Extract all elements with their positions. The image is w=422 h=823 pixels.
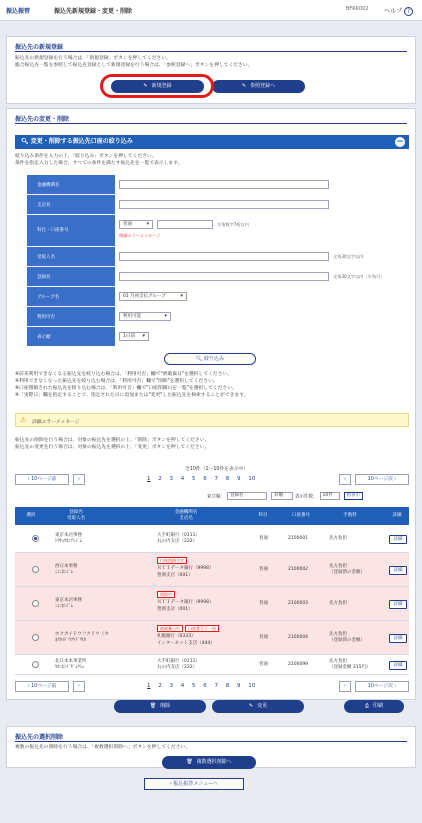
detail-error-box <box>15 413 409 427</box>
row-fee-note: （登録金額 315円） <box>329 665 371 670</box>
change-label: 変更 <box>257 703 268 709</box>
col-select: 選択 <box>26 513 36 518</box>
filter-button[interactable] <box>164 353 256 365</box>
row-type: 普通 <box>259 567 268 572</box>
bulk-text: 複数の振込先の削除を行う場合は、「複数選択削除へ」ボタンを押してください。 <box>15 745 191 750</box>
page-title: 振込先新規登録・変更・削除 <box>54 8 133 15</box>
page-numbers <box>147 476 255 482</box>
trash-icon: 🗑︎ <box>186 759 193 765</box>
delete-button[interactable] <box>114 700 206 713</box>
row-tag: 口座番号不一致 <box>185 625 219 632</box>
new-reg-text-2: 総合振込先一覧を参照して振込先登録として新規登録を行う場合は、「参照登録へ」ボタンを押してください。 <box>15 63 253 68</box>
row-fee: 先方負担 <box>329 659 347 664</box>
page-2[interactable]: 2 <box>158 683 162 689</box>
payee-input[interactable] <box>119 252 329 261</box>
filter-note-3: ※口座閉鎖された振込先を絞り込む場合は、「利用可否」欄で"口座閉鎖日を一覧"を選択してください。 <box>15 386 237 391</box>
printer-icon: ⎙ <box>364 703 369 709</box>
next10-button[interactable]: 10ページ次 › <box>355 681 409 692</box>
filter-bar-title: 変更・削除する振込先口座の絞り込み <box>30 138 133 145</box>
sort-label: 並び順： <box>207 494 225 500</box>
row-acct: 2100002 <box>288 567 309 572</box>
order-select[interactable]: 1日前 ▾ <box>119 332 149 341</box>
prev10-label: 10ページ前 <box>31 684 57 689</box>
prev-button[interactable]: ‹ <box>73 681 85 692</box>
section-title-change: 振込先の変更・削除 <box>15 116 70 123</box>
row-type: 普通 <box>259 635 268 640</box>
page-6[interactable]: 6 <box>203 683 207 689</box>
row-fee: 先方負担 <box>329 601 347 606</box>
list-text-1: 振込先の削除を行う場合は、対象の振込先を選択の上、「削除」ボタンを押してください。 <box>15 438 210 443</box>
divider <box>15 123 407 124</box>
row-bank: 札幌銀行（0333） <box>157 634 196 639</box>
new-reg-text-1: 振込先の新規登録を行う場合は、「新規登録」ボタンを押してください。 <box>15 56 171 61</box>
regname-input[interactable] <box>119 272 329 281</box>
row-reg: 西日本事務 <box>55 564 78 569</box>
row-tag: 被破棄日中 <box>157 625 183 632</box>
row-payee: ﾎｸｶｲﾄﾞｳﾌｸﾄﾞｳ(ｶ <box>55 638 87 643</box>
print-button[interactable] <box>344 700 404 713</box>
sort-dir-select[interactable]: 昇順 <box>271 492 293 500</box>
filter-row-payee <box>27 247 397 267</box>
filter-note-4: ※「実際日」欄を指定することで、指定された日に追加または"変更"した振込先を検索することができます。 <box>15 393 249 398</box>
next10-label: 10ページ次 <box>367 684 393 689</box>
page-1[interactable]: 1 <box>147 683 151 689</box>
filter-row-usable <box>27 307 397 327</box>
row-branch: 丸の内支店（222） <box>157 539 198 544</box>
row-bank: 大手町銀行（0111） <box>157 659 200 664</box>
pencil-icon: ✎ <box>248 703 254 709</box>
prev10-label: 10ページ前 <box>31 477 57 482</box>
row-detail-button[interactable]: 詳細 <box>389 600 407 609</box>
pencil-icon: ✎ <box>143 83 148 89</box>
row-branch: 豊洲支店（001） <box>157 607 193 612</box>
row-branch: インターネット支店（444） <box>157 641 215 646</box>
table-header <box>15 507 409 525</box>
page-3[interactable]: 3 <box>169 683 173 689</box>
page-3[interactable]: 3 <box>169 476 173 482</box>
label-group: グループ名 <box>27 287 115 306</box>
row-payee: ﾄｳｷｮｳﾎﾝﾃﾝｼﾞﾑ <box>55 539 82 544</box>
row-reg: 北日本本事業所 <box>55 659 87 664</box>
label-order: 表示順 <box>27 327 115 346</box>
sort-select[interactable]: 登録名 <box>227 492 267 500</box>
sort-controls <box>207 492 365 500</box>
account-number-input[interactable] <box>157 220 213 229</box>
row-fee: 先方負担 <box>329 536 347 541</box>
row-reg: 東京本店事務 <box>55 533 82 538</box>
row-payee: ｷﾀﾆﾎﾝｼﾞｷﾞｮｳｼｮ <box>55 665 85 670</box>
row-bank: ＮＴＴデータ銀行（9998） <box>157 566 214 571</box>
page-7[interactable]: 7 <box>214 683 218 689</box>
table-row[interactable] <box>15 525 409 553</box>
pencil-icon: ✎ <box>241 83 247 89</box>
table-row[interactable] <box>15 655 409 675</box>
help-link[interactable] <box>384 6 413 16</box>
filter-button-label: 絞り込み <box>203 356 224 362</box>
row-payee: ﾆｼﾆﾎﾝｼﾞﾑ <box>55 570 73 575</box>
detail-error-text: 詳細エラーメッセージ <box>32 420 80 425</box>
section-title-new: 振込先の新規登録 <box>15 44 64 51</box>
filter-text-1: 絞り込み条件を入力の上、「絞り込み」ボタンを押してください。 <box>15 154 157 159</box>
search-icon: 🔍︎ <box>21 138 31 145</box>
per-page-label: 表示件数： <box>295 494 318 500</box>
page-4[interactable]: 4 <box>180 683 185 689</box>
row-acct: 2100004 <box>288 635 309 640</box>
warning-icon: ⚠ <box>20 416 27 424</box>
row-fee-note: （登録済の金額） <box>329 570 365 575</box>
next10-label: 10ページ次 <box>367 477 393 482</box>
row-tag: 口座閉鎖予定 <box>157 557 187 564</box>
bulk-delete-label: 複数選択削除へ <box>196 759 232 765</box>
next10-button[interactable]: 10ページ次 › <box>355 474 409 485</box>
label-payee: 受取人名 <box>27 247 115 266</box>
prev-button[interactable]: ‹ <box>73 474 85 485</box>
filter-row-group <box>27 287 397 307</box>
page-10[interactable]: 10 <box>248 683 256 689</box>
help-label: ヘルプ <box>384 8 403 15</box>
reference-register-label: 参照登録へ <box>250 83 276 89</box>
back-to-menu-button[interactable]: ‹ 振込振替メニューへ <box>144 778 244 790</box>
filter-text-2: 条件を指定入力した場合、すべての条件を満たす振込先を一覧で表示します。 <box>15 161 183 166</box>
back-to-menu-label: 振込振替メニューへ <box>173 781 219 787</box>
usable-select[interactable]: 利用可能 ▾ <box>119 312 171 321</box>
row-radio[interactable] <box>32 566 39 573</box>
filter-row-account <box>27 215 397 247</box>
next-button[interactable]: › <box>339 681 351 692</box>
filter-row-branch <box>27 195 397 215</box>
row-detail-button[interactable]: 詳細 <box>389 535 407 544</box>
row-radio[interactable] <box>32 535 39 542</box>
list-text-2: 振込先の変更を行う場合は、対象の振込先を選択の上、「変更」ボタンを押してください。 <box>15 445 210 450</box>
row-radio[interactable] <box>32 600 39 607</box>
row-radio[interactable] <box>32 661 39 668</box>
prev10-button[interactable]: ‹ 10ページ前 <box>15 474 69 485</box>
col-type: 科目 <box>258 513 268 518</box>
page-10[interactable]: 10 <box>248 476 256 482</box>
row-reg: ホクカイドウフクドウ（カ <box>55 632 109 637</box>
account-type-select[interactable]: 普通 ▾ <box>119 220 153 229</box>
filter-bar[interactable] <box>15 135 409 149</box>
filter-note-2: ※利用できなくなった振込先を絞り込む場合は、「利用可否」欄で"削除"を選択してください。 <box>15 379 218 384</box>
filter-note-1: ※前来利用できなくなる振込先を絞り込む場合は、「利用可否」欄で"被破棄日"を選択してください。 <box>15 372 233 377</box>
row-acct: 2100001 <box>288 536 309 541</box>
change-button[interactable] <box>212 700 304 713</box>
col-fee: 手数料 <box>343 513 357 518</box>
pager-top <box>15 474 409 485</box>
page-1[interactable]: 1 <box>147 476 151 482</box>
page-8[interactable]: 8 <box>225 683 230 689</box>
filter-row-regname <box>27 267 397 287</box>
per-page-select[interactable]: 10件 <box>320 492 340 500</box>
col-acct: 口座番号 <box>292 513 310 518</box>
result-count: 全10件（1～10件を表示中） <box>185 467 249 472</box>
divider <box>15 51 407 52</box>
reference-register-button[interactable] <box>212 80 305 93</box>
row-tags <box>157 557 189 565</box>
group-select[interactable]: 01 月初支払グループ ▾ <box>119 292 187 301</box>
page-4[interactable]: 4 <box>180 476 185 482</box>
row-reg: 東京本店事務 <box>55 598 82 603</box>
table-row[interactable] <box>15 553 409 587</box>
next-button[interactable]: › <box>339 474 351 485</box>
row-tags <box>157 591 177 599</box>
trash-icon: 🗑︎ <box>149 703 157 709</box>
filter-row-order <box>27 327 397 347</box>
row-fee: 先方負担 <box>329 632 347 637</box>
table-row[interactable] <box>15 587 409 621</box>
field-error: 明細エラーメッセージ <box>119 233 161 238</box>
divider <box>15 741 407 742</box>
col-detail: 詳細 <box>392 513 402 518</box>
print-label: 印刷 <box>373 703 384 709</box>
row-branch: 丸の内支店（222） <box>157 665 198 670</box>
search-icon: 🔍︎ <box>196 356 204 362</box>
page-5[interactable]: 5 <box>192 476 196 482</box>
page-2[interactable]: 2 <box>158 476 162 482</box>
row-payee: ﾆｼﾆﾎﾝｼﾞﾑ <box>55 604 73 609</box>
label-branch: 支店名 <box>27 195 115 214</box>
change-delete-section <box>6 108 416 700</box>
page-9[interactable]: 9 <box>237 683 241 689</box>
row-branch: 豊洲支店（001） <box>157 573 193 578</box>
row-acct: 2100003 <box>288 601 309 606</box>
help-icon: ? <box>404 7 413 16</box>
page-7[interactable]: 7 <box>214 476 218 482</box>
row-tags <box>157 625 221 633</box>
highlight-ring <box>100 74 214 98</box>
row-bank: ＮＴＴデータ銀行（9998） <box>157 600 214 605</box>
row-type: 普通 <box>259 601 268 606</box>
payee-table <box>15 507 409 675</box>
row-type: 普通 <box>259 536 268 541</box>
filter-row-bank <box>27 175 397 195</box>
row-detail-button[interactable]: 詳細 <box>389 634 407 643</box>
row-fee-note: （登録済の金額） <box>329 638 365 643</box>
row-fee: 先方負担 <box>329 564 347 569</box>
row-detail-button[interactable]: 詳細 <box>389 661 407 670</box>
page-numbers <box>147 683 255 689</box>
regname-hint: 全角30文字以内［半角可］ <box>333 274 385 279</box>
bulk-delete-button[interactable] <box>162 756 256 769</box>
label-usable: 利用可否 <box>27 307 115 326</box>
new-register-label: 新規登録 <box>151 83 172 89</box>
page-6[interactable]: 6 <box>203 476 207 482</box>
row-acct: 2100099 <box>288 662 309 667</box>
col-branch: 支店名 <box>179 516 193 521</box>
bank-input[interactable] <box>119 180 329 189</box>
page-5[interactable]: 5 <box>192 683 196 689</box>
row-radio[interactable] <box>32 634 39 641</box>
pager-bottom <box>15 681 409 692</box>
redisplay-button[interactable]: 再表示 <box>344 492 364 500</box>
label-bank: 金融機関名 <box>27 175 115 194</box>
delete-label: 削除 <box>160 703 171 709</box>
payee-hint: 全角30文字以内 <box>333 254 364 259</box>
branch-input[interactable] <box>119 200 329 209</box>
table-row[interactable] <box>15 621 409 655</box>
label-account: 科目・口座番号 <box>27 215 115 246</box>
col-bank: 金融機関名 <box>174 510 198 515</box>
screen-code: BFRK002 <box>346 6 369 12</box>
page-8[interactable]: 8 <box>225 476 230 482</box>
menu-link[interactable]: 振込振替 <box>6 8 31 15</box>
col-payee: 受取人名 <box>67 516 85 521</box>
row-tag: 削除中 <box>157 591 175 598</box>
row-type: 普通 <box>259 662 268 667</box>
prev10-button[interactable]: ‹ 10ページ前 <box>15 681 69 692</box>
page-header <box>0 0 422 21</box>
section-title-bulk: 振込先の選択削除 <box>15 734 64 741</box>
account-hint: 半角数字7桁以内 <box>217 222 249 227</box>
row-detail-button[interactable]: 詳細 <box>389 566 407 575</box>
label-regname: 登録名 <box>27 267 115 286</box>
page-9[interactable]: 9 <box>237 476 241 482</box>
collapse-icon[interactable]: − <box>396 137 404 147</box>
row-bank: 大手町銀行（0111） <box>157 533 200 538</box>
col-reg: 登録名 <box>69 510 83 515</box>
